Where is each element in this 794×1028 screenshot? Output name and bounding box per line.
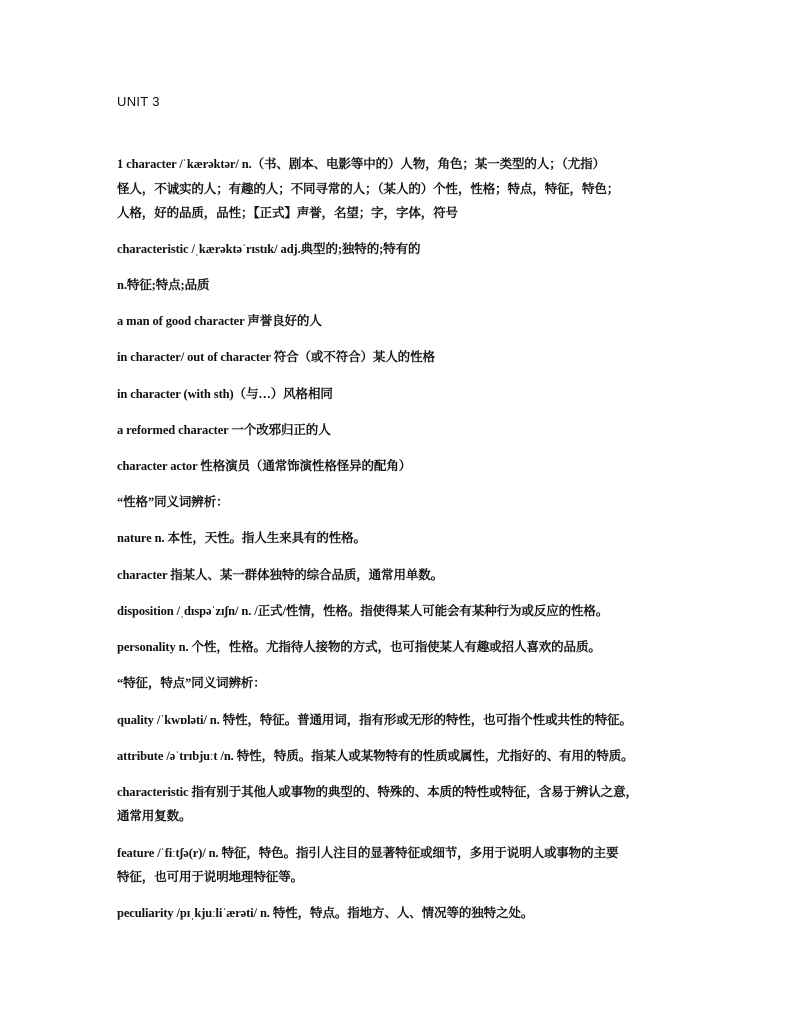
entry-character-line-1: 1 character /ˈkærəktər/ n.（书、剧本、电影等中的）人物，角色；某一类型的人；（尤指） [117,157,605,171]
section-heading-personality: “性格”同义词辨析： [117,495,229,509]
section-heading-feature: “特征，特点”同义词辨析： [117,676,266,690]
entry-character-line-2: 怪人，不诚实的人；有趣的人；不同寻常的人；（某人的）个性，性格；特点，特征，特色； [117,182,620,196]
synonym-item: nature n. 本性，天性。指人生来具有的性格。 [117,531,366,545]
phrase-item: a reformed character 一个改邪归正的人 [117,423,331,437]
phrase-item: in character (with sth)（与…）风格相同 [117,387,333,401]
synonym-item: personality n. 个性，性格。尤指待人接物的方式，也可指使某人有趣或招人喜欢的品质。 [117,640,601,654]
synonym-item-peculiarity: peculiarity /pɪˌkjuːliˈærəti/ n. 特性，特点。指地方、人、情况等的独特之处。 [117,906,534,920]
synonym-item-characteristic-line-1: characteristic 指有别于其他人或事物的典型的、特殊的、本质的特性或特征，含易于辨认之意， [117,785,638,799]
synonym-item: disposition /ˌdɪspəˈzɪʃn/ n. /正式/性情，性格。指使得某人可能会有某种行为或反应的性格。 [117,604,609,618]
synonym-item: character 指某人、某一群体独特的综合品质，通常用单数。 [117,568,444,582]
phrase-item: a man of good character 声誉良好的人 [117,314,322,328]
unit-title: UNIT 3 [117,94,160,109]
synonym-item-attribute: attribute /əˈtrɪbjuːt /n. 特性，特质。指某人或某物特有的性质或属性，尤指好的、有用的特质。 [117,749,634,763]
synonym-item-characteristic-line-2: 通常用复数。 [117,809,192,823]
phrase-item: character actor 性格演员（通常饰演性格怪异的配角） [117,459,412,473]
synonym-item-quality: quality /ˈkwɒləti/ n. 特性，特征。普通用词，指有形或无形的特性，也可指个性或共性的特征。 [117,713,632,727]
entry-character-line-3: 人格，好的品质，品性；【正式】声誉，名望；字，字体，符号 [117,206,458,220]
entry-characteristic-noun: n.特征;特点;品质 [117,278,210,292]
synonym-item-feature-line-2: 特征，也可用于说明地理特征等。 [117,870,304,884]
entry-characteristic-adj: characteristic /ˌkærəktəˈrɪstɪk/ adj.典型的;独特的;特有的 [117,242,421,256]
phrase-item: in character/ out of character 符合（或不符合）某人的性格 [117,350,435,364]
synonym-item-feature-line-1: feature /ˈfiːtʃə(r)/ n. 特征，特色。指引人注目的显著特征或细节，多用于说明人或事物的主要 [117,846,619,860]
